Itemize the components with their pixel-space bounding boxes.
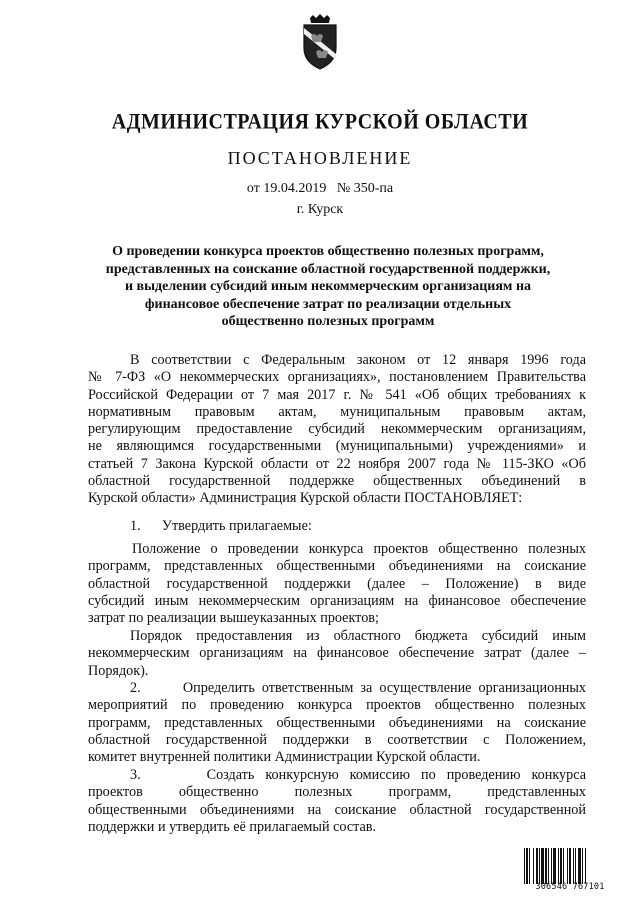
item-1 <box>88 518 586 535</box>
text-line: проектов общественно полезных программ, представленных <box>88 784 586 801</box>
text-line: регулирующим предоставление субсидий некоммерческим организациям, <box>88 421 586 438</box>
text-line: № 7-ФЗ «О некоммерческих организациях», постановлением Правительства <box>88 369 586 386</box>
text-line: Курской области» Администрация Курской области ПОСТАНОВЛЯЕТ: <box>88 490 523 507</box>
preamble-paragraph <box>88 352 586 508</box>
text-line: Положение о проведении конкурса проектов общественно полезных <box>132 541 586 557</box>
date-and-number: от 19.04.2019 № 350-па <box>246 181 394 196</box>
item-3 <box>88 767 586 836</box>
text-line: программ, представленных общественными объединениями на соискание <box>88 714 586 731</box>
text-line: 2. Определить ответственным за осуществление организационных <box>130 680 586 696</box>
text-line: областной государственной поддержке общественных объединений в <box>88 473 586 490</box>
text-line: В соответствии с Федеральным законом от 12 января 1996 года <box>130 352 586 368</box>
text-line: субсидий иным некоммерческим организациям на финансовое обеспечение <box>88 592 586 609</box>
text-line: Порядок). <box>88 662 149 679</box>
title-line: представленных на соискание областной государственной поддержки, <box>105 261 551 277</box>
document-type: ПОСТАНОВЛЕНИЕ <box>227 148 413 168</box>
text-line: мероприятий по проведению конкурса проектов общественно полезных <box>88 697 586 714</box>
text-line: затрат по реализации вышеуказанных проектов; <box>88 610 379 627</box>
barcode-bars <box>524 848 616 884</box>
title-line: финансовое обеспечение затрат по реализации отдельных <box>144 296 512 312</box>
document-title <box>88 243 568 331</box>
title-line: О проведении конкурса проектов общественно полезных программ, <box>112 244 544 259</box>
text-line: областной государственной поддержки (далее – Положение) в виде <box>88 575 586 592</box>
item-2 <box>88 680 586 766</box>
text-line: областной государственной поддержки в соответствии с Положением, <box>88 731 586 748</box>
text-line: Российской Федерации от 7 мая 2017 г. № 541 «Об общих требованиях к <box>88 386 586 403</box>
text-line: программ, представленных общественными объединениями на соискание <box>88 558 586 575</box>
barcode <box>524 848 616 894</box>
text-line: Порядок предоставления из областного бюджета субсидий иным <box>130 628 586 644</box>
text-line: не являющимся государственными (муниципальными) учреждениями» и <box>88 438 586 455</box>
text-line: поддержки и утвердить её прилагаемый состав. <box>88 818 377 835</box>
organization-name: АДМИНИСТРАЦИЯ КУРСКОЙ ОБЛАСТИ <box>111 109 529 135</box>
coat-of-arms-emblem <box>298 14 342 70</box>
text-line: некоммерческим организациям на финансовое обеспечение затрат (далее – <box>88 645 586 662</box>
text-line: 3. Создать конкурсную комиссию по проведению конкурса <box>130 767 586 783</box>
item-1-procedure <box>88 628 586 680</box>
text-line: нормативным правовым актам, муниципальным правовым актам, <box>88 403 586 420</box>
text-line: 1. Утвердить прилагаемые: <box>130 518 312 534</box>
text-line: комитет внутренней политики Администрации Курской области. <box>88 749 481 766</box>
title-line: и выделении субсидий иным некоммерческим организациям на <box>124 279 532 295</box>
text-line: общественными объединениями на соискание областной государственной <box>88 801 586 818</box>
city: г. Курск <box>296 202 344 217</box>
item-1-regulation <box>88 541 586 627</box>
text-line: статьей 7 Закона Курской области от 22 ноября 2007 года № 115-ЗКО «Об <box>88 455 586 472</box>
barcode-number: 306546 767101 <box>535 882 605 892</box>
title-line: общественно полезных программ <box>221 314 435 330</box>
